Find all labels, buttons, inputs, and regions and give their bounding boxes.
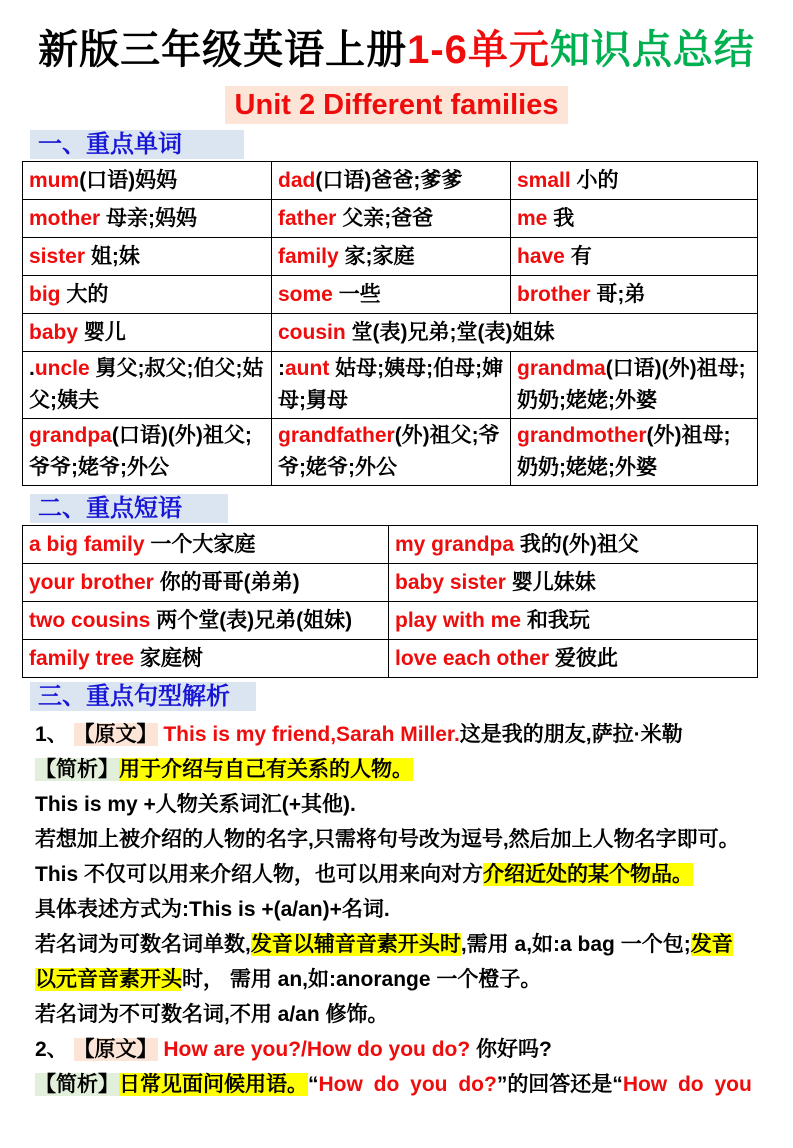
sentence-line [35,892,791,927]
highlighted-segment: 发音以辅音音素开头时 [250,933,461,956]
chinese-meaning: 堂(表)兄弟;堂(表)姐妹 [345,320,555,344]
chinese-meaning: 一些 [332,282,381,306]
table-row [23,276,758,314]
vocab-cell [272,419,511,486]
english-word: mother [29,206,101,230]
text-segment: 若名词为不可数名词,不用 a/an 修饰。 [35,1003,389,1026]
page-title-red: 1-6单元 [407,28,550,72]
chinese-meaning: 父亲;爸爸 [336,206,434,230]
table-row [23,352,758,419]
sentence-line [35,997,791,1032]
vocab-cell [272,314,758,352]
vocab-cell [511,419,758,486]
english-word: grandfather [278,424,395,447]
analysis-tag: 【简析】 [35,758,119,781]
original-text-tag: 【原文】 [73,1038,158,1061]
text-segment: 具体表述方式为:This is +(a/an)+名词. [35,898,390,921]
english-word: sister [29,244,86,268]
original-text-tag: 【原文】 [73,723,158,746]
sentence-line [35,752,791,787]
chinese-meaning: 大的 [60,282,109,306]
scan-artifact-mark: : [278,357,285,380]
english-word: me [517,206,548,230]
sentence-line [35,1067,791,1102]
vocab-cell [23,564,389,602]
english-sentence-segment: How do you [622,1073,752,1096]
section-heading-sentences: 三、重点句型解析 [30,682,256,711]
english-word: family [278,244,339,268]
chinese-meaning: (口语)(外)祖母;奶奶;姥姥;外婆 [517,357,746,412]
chinese-meaning: 小的 [570,168,619,192]
highlighted-segment: 日常见面问候用语。 [119,1073,308,1096]
english-word: big [29,282,61,306]
scan-artifact-mark: . [29,357,35,380]
chinese-meaning: 一个大家庭 [144,532,256,556]
vocab-cell [23,200,272,238]
english-word: baby sister [395,570,506,594]
text-segment: This 不仅可以用来介绍人物，也可以用来向对方 [35,863,484,886]
chinese-meaning: 有 [564,244,592,268]
text-segment: 若名词为可数名词单数, [35,933,251,956]
section-heading-phrases: 二、重点短语 [30,494,228,523]
text-segment: 2、 [35,1038,74,1061]
table-row [23,162,758,200]
page-title-black: 新版三年级英语上册 [38,28,408,72]
english-word: your brother [29,570,154,594]
table-row [23,564,758,602]
table-row [23,640,758,678]
english-word: grandpa [29,424,112,447]
vocab-cell [389,564,758,602]
english-word: two cousins [29,608,151,632]
english-word: aunt [285,357,330,380]
english-word: uncle [34,357,90,380]
chinese-meaning: 爱彼此 [549,646,618,670]
table-row [23,314,758,352]
chinese-meaning: 婴儿妹妹 [505,570,596,594]
page-title-green: 知识点总结 [549,28,755,72]
vocab-cell [23,352,272,419]
vocab-cell [511,200,758,238]
chinese-meaning: (外)祖父;爷爷;姥爷;外公 [278,424,500,479]
english-word: father [278,206,337,230]
text-segment: 你好吗? [476,1038,552,1061]
text-segment: 1、 [35,723,74,746]
english-word: brother [517,282,591,306]
text-segment: ”的回答还是“ [496,1073,623,1096]
chinese-meaning: 舅父;叔父;伯父;姑父;姨夫 [29,357,264,412]
chinese-meaning: (外)祖母;奶奶;姥姥;外婆 [517,424,731,479]
english-sentence-segment: How do you do? [318,1073,497,1096]
phrase-table [22,525,758,678]
vocab-cell [389,602,758,640]
text-segment: 时， 需用 an,如:anorange 一个橙子。 [182,968,542,991]
english-word: cousin [278,320,346,344]
vocab-cell [23,526,389,564]
vocab-cell [389,640,758,678]
sentence-line [35,822,791,857]
chinese-meaning: 家;家庭 [338,244,415,268]
text-segment: 若想加上被介绍的人物的名字,只需将句号改为逗号,然后加上人物名字即可。 [35,828,740,851]
chinese-meaning: 你的哥哥(弟弟) [153,570,300,594]
table-row [23,419,758,486]
english-word: some [278,282,333,306]
vocab-cell [23,419,272,486]
english-word: grandma [517,357,606,380]
table-row [23,200,758,238]
chinese-meaning: 婴儿 [78,320,126,344]
english-sentence-segment: How are you?/How do you do? [157,1038,477,1061]
vocab-cell [23,238,272,276]
text-segment: “ [308,1073,319,1096]
sentence-line [35,857,791,892]
analysis-tag: 【简析】 [35,1073,119,1096]
english-word: dad [278,168,316,192]
highlighted-segment: 发音 [690,933,733,956]
chinese-meaning: (口语)(外)祖父;爷爷;姥爷;外公 [29,424,252,479]
chinese-meaning: 我 [547,206,575,230]
english-word: mum [29,168,80,192]
table-row [23,238,758,276]
sentence-line [35,962,791,997]
sentence-line [35,927,791,962]
sentence-analysis [35,717,791,1102]
page-title [0,26,793,74]
vocab-cell [511,352,758,419]
highlighted-segment: 用于介绍与自己有关系的人物。 [119,758,413,781]
vocab-cell [272,352,511,419]
english-word: family tree [29,646,135,670]
chinese-meaning: 家庭树 [134,646,203,670]
english-word: baby [29,320,79,344]
table-row [23,526,758,564]
word-table [22,161,758,486]
highlighted-segment: 介绍近处的某个物品。 [483,863,694,886]
text-segment: ,需用 a,如:a bag 一个包; [460,933,691,956]
english-word: a big family [29,532,145,556]
vocab-cell [272,276,511,314]
text-segment: 这是我的朋友,萨拉·米勒 [459,723,683,746]
vocab-cell [23,602,389,640]
chinese-meaning: 和我玩 [521,608,590,632]
vocab-cell [272,200,511,238]
vocab-cell [272,238,511,276]
section-heading-words: 一、重点单词 [30,130,244,159]
chinese-meaning: (口语)妈妈 [79,168,178,192]
vocab-cell [511,238,758,276]
vocab-cell [511,162,758,200]
sentence-line [35,787,791,822]
chinese-meaning: 我的(外)祖父 [514,532,639,556]
vocab-cell [511,276,758,314]
vocab-cell [389,526,758,564]
english-word: small [517,168,571,192]
chinese-meaning: 哥;弟 [590,282,646,306]
subtitle-row [0,86,793,124]
chinese-meaning: 姐;妹 [85,244,140,268]
english-word: my grandpa [395,532,515,556]
english-sentence-segment: This is my friend,Sarah Miller. [157,723,460,746]
chinese-meaning: (口语)爸爸;爹爹 [315,168,463,192]
chinese-meaning: 姑母;姨母;伯母;婶母;舅母 [278,357,504,412]
unit-subtitle: Unit 2 Different families [225,86,569,124]
text-segment: This is my +人物关系词汇(+其他). [35,793,356,816]
chinese-meaning: 两个堂(表)兄弟(姐妹) [150,608,353,632]
highlighted-segment: 以元音音素开头 [35,968,182,991]
sentence-line [35,1032,791,1067]
english-word: play with me [395,608,522,632]
english-word: grandmother [517,424,647,447]
vocab-cell [23,276,272,314]
table-row [23,602,758,640]
sentence-line [35,717,791,752]
vocab-cell [23,314,272,352]
vocab-cell [23,162,272,200]
vocab-cell [23,640,389,678]
english-word: love each other [395,646,550,670]
chinese-meaning: 母亲;妈妈 [100,206,198,230]
vocab-cell [272,162,511,200]
english-word: have [517,244,565,268]
